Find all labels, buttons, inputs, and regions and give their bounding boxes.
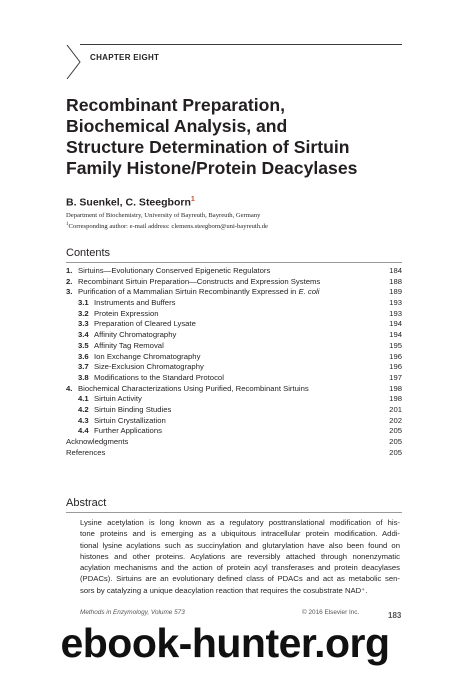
toc-entry[interactable] [66,426,402,437]
table-of-contents [66,266,402,458]
journal-citation: Methods in Enzymology, Volume 573 [80,609,185,616]
toc-page: 195 [389,340,402,350]
toc-number: 4. [66,383,73,393]
species-name: E. coli [298,287,320,297]
copyright: © 2016 Elsevier Inc. [302,609,360,616]
toc-title: Affinity Tag Removal [94,340,164,350]
abstract-line: histones and other proteins. Acylations are reversibly attached through nonenzymatic [80,551,400,561]
toc-title: Instruments and Buffers [94,298,176,308]
toc-title: Protein Expression [94,308,159,318]
toc-title: Purification of a Mammalian Sirtuin Recombinantly Expressed in E. coli [78,287,320,297]
toc-entry[interactable] [66,416,402,427]
toc-entry[interactable] [66,298,402,309]
corresponding-mark: 1 [66,221,69,227]
toc-number: 3.7 [78,362,89,372]
chapter-title [66,95,406,179]
toc-title: References [66,447,106,457]
toc-page: 201 [389,404,402,414]
toc-page: 193 [389,298,402,308]
contents-rule [66,262,402,263]
toc-entry[interactable] [66,405,402,416]
toc-entry[interactable] [66,373,402,384]
abstract-line: Lysine acetylation is long known as a regulatory posttranslational modification of his- [80,518,400,527]
toc-page: 188 [389,276,402,286]
toc-page: 196 [389,362,402,372]
contents-heading: Contents [66,247,111,259]
title-line: Family Histone/Protein Deacylases [66,158,358,178]
abstract-line: (PDACs). Sirtuins are an evolutionary defined class of PDACs and act as metabolic sen- [80,574,400,584]
toc-number: 4.4 [78,426,89,436]
toc-title: Sirtuin Binding Studies [94,404,172,414]
toc-number: 3. [66,287,73,297]
toc-entry[interactable] [66,362,402,373]
corresponding-author [66,221,268,232]
toc-page: 198 [389,394,402,404]
toc-title: Size-Exclusion Chromatography [94,362,204,372]
toc-title: Acknowledgments [66,437,129,446]
toc-number: 3.6 [78,351,89,361]
toc-entry[interactable] [66,384,402,395]
toc-number: 4.1 [78,394,89,404]
toc-page: 196 [389,351,402,361]
toc-page: 184 [389,266,402,275]
toc-page: 194 [389,330,402,340]
abstract-body [80,517,400,596]
toc-page: 198 [389,383,402,393]
page-number: 183 [388,611,402,620]
corresponding-text: Corresponding author: e-mail address: clemens.steegborn@uni-bayreuth.de [68,222,268,230]
abstract-heading: Abstract [66,497,107,509]
toc-page: 202 [389,415,402,425]
toc-number: 2. [66,276,73,286]
toc-page: 194 [389,319,402,329]
toc-entry[interactable] [66,448,402,459]
watermark: ebook-hunter.org [60,620,390,666]
toc-entry[interactable] [66,352,402,363]
toc-entry[interactable] [66,266,402,277]
toc-entry[interactable] [66,330,402,341]
toc-title: Biochemical Characterizations Using Purified, Recombinant Sirtuins [78,383,309,393]
abstract-line: sors by catalyzing a unique deacylation reaction that requires the cosubstrate NAD⁺. [80,585,368,595]
abstract-line: acylation mechanisms and the action of protein acyl transferases and protein deacylases [80,563,400,573]
toc-number: 4.3 [78,415,89,425]
affiliation-department: Department of Biochemistry, University of Bayreuth, Bayreuth, Germany [66,212,261,219]
toc-page: 205 [389,447,402,457]
affiliation [66,212,268,231]
toc-title: Modifications to the Standard Protocol [94,372,224,382]
title-line: Structure Determination of Sirtuin [66,137,350,157]
title-line: Recombinant Preparation, [66,95,285,115]
toc-title: Sirtuin Activity [94,394,142,404]
chapter-chevron-icon [66,45,84,79]
toc-page: 197 [389,372,402,382]
toc-number: 3.5 [78,340,89,350]
toc-number: 3.4 [78,330,89,340]
toc-entry[interactable] [66,277,402,288]
toc-title: Sirtuins—Evolutionary Conserved Epigenetic Regulators [78,266,271,275]
toc-page: 189 [389,287,402,297]
toc-title: Preparation of Cleared Lysate [94,319,196,329]
toc-number: 1. [66,266,73,275]
toc-title: Affinity Chromatography [94,330,177,340]
toc-page: 193 [389,308,402,318]
author-footnote-mark: 1 [190,196,195,203]
toc-title: Sirtuin Crystallization [94,415,166,425]
toc-number: 4.2 [78,404,89,414]
toc-entry[interactable] [66,341,402,352]
toc-entry[interactable] [66,309,402,320]
toc-number: 3.2 [78,308,89,318]
toc-entry[interactable] [66,287,402,298]
abstract-line: tional lysine acylations such as succinylation and glutarylation have also been found on [80,540,400,550]
toc-title: Further Applications [94,426,162,436]
abstract-line: tone proteins and is emerging as a ubiquitous intracellular protein modification. Addi- [80,529,400,539]
chapter-label: CHAPTER EIGHT [90,53,160,62]
toc-entry[interactable] [66,319,402,330]
toc-title: Ion Exchange Chromatography [94,351,201,361]
toc-entry[interactable] [66,437,402,448]
toc-number: 3.8 [78,372,89,382]
toc-page: 205 [389,426,402,436]
author-names: B. Suenkel, C. Steegborn [66,196,191,209]
toc-entry[interactable] [66,394,402,405]
chapter-header-rule [80,44,402,45]
toc-number: 3.1 [78,298,89,308]
title-line: Biochemical Analysis, and [66,116,288,136]
toc-page: 205 [389,437,402,446]
abstract-rule [66,512,402,513]
toc-title: Recombinant Sirtuin Preparation—Constructs and Expression Systems [78,276,321,286]
authors [66,196,195,209]
toc-number: 3.3 [78,319,89,329]
